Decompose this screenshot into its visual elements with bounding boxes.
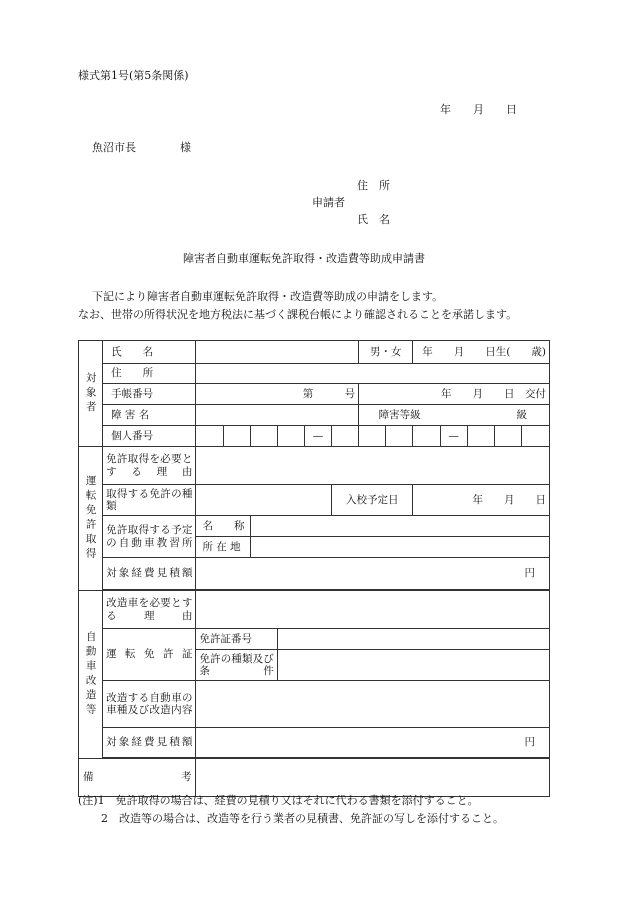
personal-number-digit[interactable] [196, 426, 223, 447]
label-license-conditions: 免許の種類及び条件 [196, 650, 277, 681]
label-license-type: 取得する免許の種類 [103, 485, 196, 516]
intro-line-2: なお、世帯の所得状況を地方税法に基づく課税台帳により確認されることを承諾します。 [78, 308, 518, 321]
field-handbook-number[interactable]: 第 号 [196, 384, 359, 405]
label-license-number: 免許証番号 [196, 629, 277, 650]
date-line: 年 月 日 [440, 103, 517, 116]
personal-number-digit[interactable] [223, 426, 250, 447]
addressee: 魚沼市長 様 [92, 141, 191, 154]
applicant-label: 申請者 [312, 196, 345, 209]
field-entry-date[interactable]: 年 月 日 [413, 485, 550, 516]
field-mod-cost[interactable]: 円 [196, 728, 550, 758]
field-school-name[interactable] [250, 516, 549, 537]
field-school-address[interactable] [250, 537, 549, 558]
label-license-reason: 免許取得を必要とする理由 [103, 447, 196, 485]
personal-number-digit[interactable] [332, 426, 359, 447]
personal-number-digit[interactable] [521, 426, 549, 447]
label-school: 免許取得する予定の自動車教習所 [103, 516, 196, 558]
applicant-address-label: 住 所 [357, 179, 390, 192]
section-license: 運転免許取得 [79, 447, 103, 591]
applicant-name-label: 氏 名 [357, 213, 390, 226]
field-disability[interactable] [196, 405, 359, 426]
label-school-address: 所 在 地 [196, 537, 250, 558]
label-mod-cost: 対象経費見積額 [103, 728, 196, 758]
personal-number-digit[interactable] [494, 426, 521, 447]
personal-number-digit[interactable] [277, 426, 304, 447]
label-address: 住 所 [103, 364, 196, 384]
field-grade[interactable]: 級 [440, 405, 549, 426]
personal-number-dash: — [304, 426, 331, 447]
field-license-type[interactable] [196, 485, 332, 516]
form-id: 様式第1号(第5条関係) [78, 69, 189, 82]
note-2: 2 改造等の場合は、改造等を行う業者の見積書、免許証の写しを添付すること。 [101, 812, 504, 825]
field-license-reason[interactable] [196, 447, 550, 485]
label-disability: 障 害 名 [103, 405, 196, 426]
field-license-cost[interactable]: 円 [196, 558, 550, 590]
personal-number-digit[interactable] [250, 426, 277, 447]
field-license-number[interactable] [277, 629, 549, 650]
label-school-name: 名 称 [196, 516, 250, 537]
field-address[interactable] [196, 364, 550, 384]
field-name[interactable] [196, 341, 359, 364]
field-issue-date[interactable]: 年 月 日 交付 [359, 384, 550, 405]
intro-line-1: 下記により障害者自動車運転免許取得・改造費等助成の申請をします。 [92, 290, 444, 303]
label-grade: 障害等級 [359, 405, 440, 426]
field-sex[interactable]: 男・女 [359, 341, 413, 364]
label-entry-date: 入校予定日 [332, 485, 413, 516]
label-license-cost: 対象経費見積額 [103, 558, 196, 590]
label-personal-number: 個人番号 [103, 426, 196, 447]
field-license-conditions[interactable] [277, 650, 549, 681]
label-remarks: 備 考 [79, 759, 196, 797]
label-driver-license: 運転免許証 [103, 629, 196, 681]
label-handbook: 手帳番号 [103, 384, 196, 405]
label-mod-reason: 改造車を必要とする理由 [103, 591, 196, 629]
personal-number-digit[interactable] [386, 426, 413, 447]
section-modification: 自動車改造等 [79, 591, 103, 759]
field-mod-content[interactable] [196, 681, 550, 728]
label-mod-content: 改造する自動車の車種及び改造内容 [103, 681, 196, 728]
label-name: 氏 名 [103, 341, 196, 364]
personal-number-digit[interactable] [467, 426, 494, 447]
field-mod-reason[interactable] [196, 591, 550, 629]
field-remarks[interactable] [196, 759, 550, 797]
page-title: 障害者自動車運転免許取得・改造費等助成申請書 [183, 252, 425, 265]
personal-number-digit[interactable] [359, 426, 386, 447]
field-birth[interactable]: 年 月 日生( 歳) [413, 341, 550, 364]
section-target: 対象者 [79, 341, 103, 447]
application-table [78, 340, 550, 797]
note-1: (注)1 免許取得の場合は、経費の見積り又はそれに代わる書類を添付すること。 [78, 794, 479, 807]
personal-number-digit[interactable] [413, 426, 440, 447]
personal-number-dash: — [440, 426, 467, 447]
